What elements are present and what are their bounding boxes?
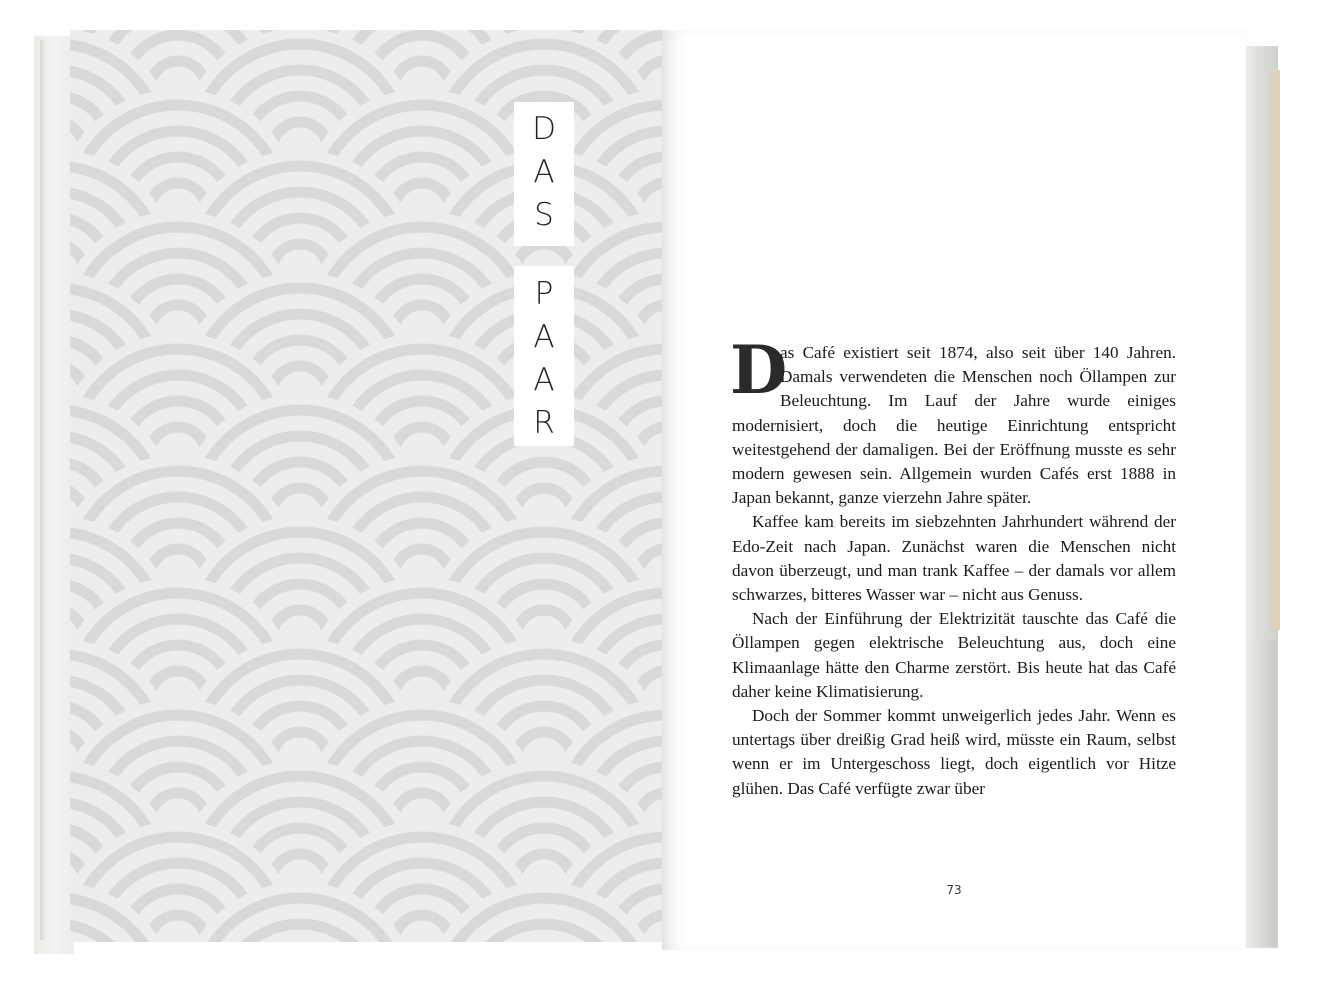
title-letter: P bbox=[534, 276, 554, 312]
title-letter: R bbox=[533, 405, 555, 441]
paragraph: Kaffee kam bereits im siebzehnten Jahrhundert während der Edo-Zeit nach Japan. Zunächst waren die Menschen nicht davon überzeugt, und man trank Kaffee – der damals vor allem schwarzes, bitteres Wasser war – nicht aus Genuss. bbox=[732, 512, 1176, 605]
paragraph-text: as Café existiert seit 1874, also seit über 140 Jahren. Damals verwendeten die Menschen noch Öllampen zur Beleuchtung. Im Lauf der Jahre wurde einiges modernisiert, doch die heutige Einrichtung entspricht weitestgehend der damaligen. Bei der Eröffnung musste es sehr modern gewesen sein. Allgemein wurden Cafés erst 1888 in Japan bekannt, ganze vierzehn Jahre später. bbox=[732, 343, 1176, 508]
drop-cap: D bbox=[730, 331, 788, 409]
title-letter: S bbox=[534, 197, 554, 233]
chapter-title-word-paar bbox=[514, 266, 574, 446]
title-letter: A bbox=[533, 362, 555, 398]
paragraph: Doch der Sommer kommt unweigerlich jedes Jahr. Wenn es untertags über dreißig Grad heiß wird, müsste ein Raum, selbst wenn er im Untergeschoss liegt, doch eigentlich vor Hitze glühen. Das Café verfügte zwar über bbox=[732, 706, 1176, 798]
book-left-edge-shade bbox=[40, 40, 46, 940]
paragraph: Nach der Einführung der Elektrizität tauschte das Café die Öllampen gegen elektrische Beleuchtung aus, doch eine Klimaanlage hätte den Charme zerstört. Bis heute hat das Café daher keine Klimatisierung. bbox=[732, 609, 1176, 701]
left-page bbox=[70, 30, 662, 942]
title-letter: A bbox=[533, 319, 555, 355]
title-letter: A bbox=[533, 154, 555, 190]
chapter-title-word-das bbox=[514, 102, 574, 246]
page-number: 73 bbox=[946, 883, 962, 897]
book-page-stack bbox=[1252, 640, 1276, 946]
right-page bbox=[662, 30, 1246, 950]
title-letter: D bbox=[532, 111, 556, 147]
book-cover-edge bbox=[1271, 70, 1280, 630]
paragraph bbox=[730, 331, 1176, 510]
body-text bbox=[730, 331, 1176, 801]
